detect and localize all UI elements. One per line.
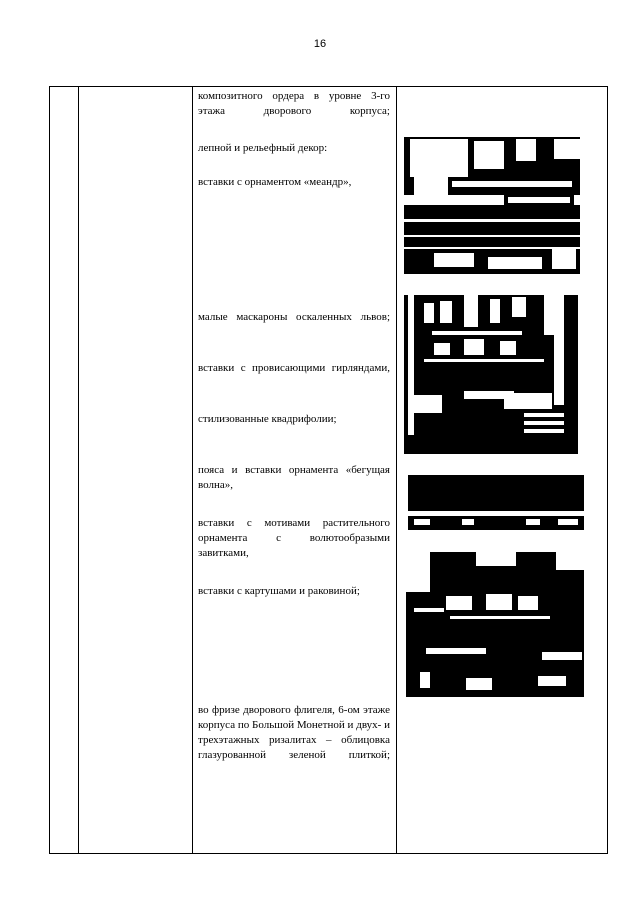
page-number: 16 (313, 38, 327, 50)
text-item-quatrefoils: стилизованные квадрифолии; (198, 413, 337, 425)
facade-photo-meander (404, 137, 580, 274)
text-item-lion-masks: малые маскароны оскаленных львов; (198, 311, 390, 323)
text-item-stucco-decor: лепной и рельефный декор: (198, 142, 328, 154)
column-divider-2 (192, 86, 193, 854)
text-item-garlands: вставки с провисающими гирляндами, (198, 362, 390, 374)
facade-photo-wave (408, 475, 584, 530)
text-item-running-wave: пояса и вставки орнамента «бегущая волна», (198, 464, 390, 491)
facade-photo-cartouches (406, 552, 584, 697)
text-item-cartouches: вставки с картушами и раковиной; (198, 585, 360, 597)
column-divider-3 (396, 86, 397, 854)
facade-photo-garlands (404, 295, 578, 454)
column-divider-1 (78, 86, 79, 854)
text-item-order: композитного ордера в уровне 3-го этажа дворового корпуса; (198, 90, 390, 117)
text-item-plant-ornament: вставки с мотивами растительного орнамента с волютообразыми завитками, (198, 517, 390, 559)
text-item-meander: вставки с орнаментом «меандр», (198, 176, 352, 188)
text-item-green-tile: во фризе дворового флигеля, 6-ом этаже корпуса по Большой Монетной и двух- и трехэтажных ризалитах – облицовка глазурованной зеленой плиткой; (198, 704, 390, 761)
